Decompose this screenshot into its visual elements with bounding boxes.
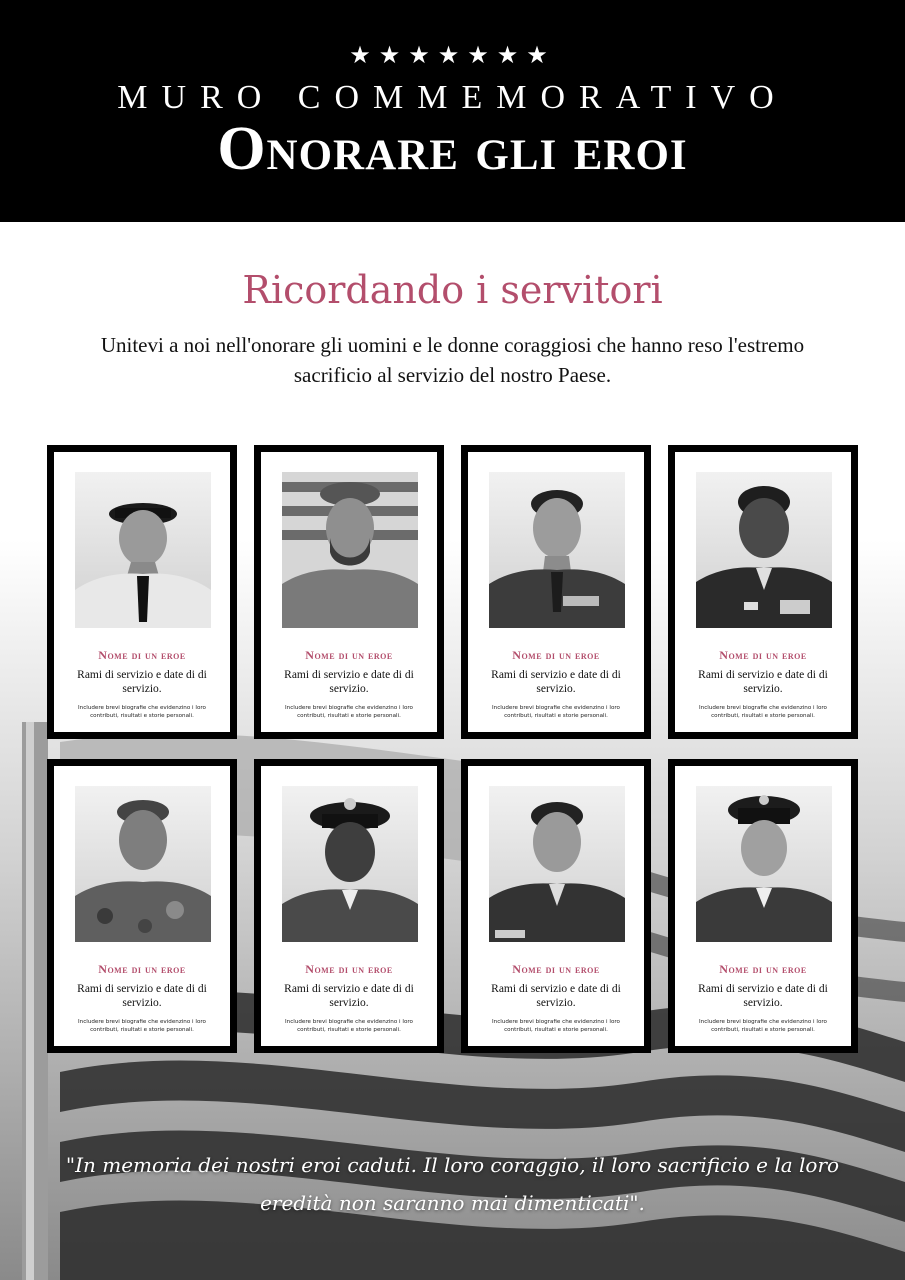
soldier-portrait-icon [282, 472, 418, 628]
hero-card [668, 445, 858, 739]
soldier-portrait-icon [282, 786, 418, 942]
soldier-portrait-icon [75, 786, 211, 942]
hero-card [668, 759, 858, 1053]
hero-bio: Includere brevi biografie che evidenzino i loro contributi, risultati e storie personali. [699, 1019, 827, 1033]
hero-bio: Includere brevi biografie che evidenzino i loro contributi, risultati e storie personali. [78, 705, 206, 719]
hero-bio: Includere brevi biografie che evidenzino i loro contributi, risultati e storie personali. [285, 705, 413, 719]
hero-card [47, 445, 237, 739]
hero-name: Nome di un eroe [305, 648, 393, 662]
hero-service: Rami di servizio e date di di servizio. [77, 983, 207, 1009]
memorial-quote: "In memoria dei nostri eroi caduti. Il loro coraggio, il loro sacrificio e la loro eredità non saranno mai dimenticati". [65, 1153, 840, 1215]
hero-name: Nome di un eroe [719, 962, 807, 976]
soldier-portrait-icon [696, 786, 832, 942]
hero-card [461, 445, 651, 739]
hero-service: Rami di servizio e date di di servizio. [491, 983, 621, 1009]
header-banner [0, 0, 905, 222]
hero-card [47, 759, 237, 1053]
hero-name: Nome di un eroe [98, 648, 186, 662]
soldier-portrait-icon [489, 786, 625, 942]
hero-service: Rami di servizio e date di di servizio. [698, 983, 828, 1009]
stars-decoration: ★★★★★★★ [349, 41, 556, 69]
hero-name: Nome di un eroe [719, 648, 807, 662]
header-kicker: MURO COMMEMORATIVO [117, 79, 788, 116]
hero-name: Nome di un eroe [305, 962, 393, 976]
intro-text: Unitevi a noi nell'onorare gli uomini e le donne coraggiosi che hanno reso l'estremo sacrificio al servizio del nostro Paese. [100, 333, 805, 387]
hero-card [461, 759, 651, 1053]
hero-service: Rami di servizio e date di di servizio. [284, 669, 414, 695]
hero-service: Rami di servizio e date di di servizio. [77, 669, 207, 695]
hero-bio: Includere brevi biografie che evidenzino i loro contributi, risultati e storie personali. [78, 1019, 206, 1033]
hero-name: Nome di un eroe [512, 962, 600, 976]
hero-service: Rami di servizio e date di di servizio. [698, 669, 828, 695]
hero-bio: Includere brevi biografie che evidenzino i loro contributi, risultati e storie personali. [699, 705, 827, 719]
hero-card [254, 445, 444, 739]
hero-name: Nome di un eroe [512, 648, 600, 662]
hero-service: Rami di servizio e date di di servizio. [491, 669, 621, 695]
hero-bio: Includere brevi biografie che evidenzino i loro contributi, risultati e storie personali. [492, 1019, 620, 1033]
soldier-portrait-icon [489, 472, 625, 628]
hero-bio: Includere brevi biografie che evidenzino i loro contributi, risultati e storie personali. [285, 1019, 413, 1033]
hero-service: Rami di servizio e date di di servizio. [284, 983, 414, 1009]
hero-bio: Includere brevi biografie che evidenzino i loro contributi, risultati e storie personali. [492, 705, 620, 719]
soldier-portrait-icon [75, 472, 211, 628]
hero-name: Nome di un eroe [98, 962, 186, 976]
soldier-portrait-icon [696, 472, 832, 628]
hero-card [254, 759, 444, 1053]
page-title: Onorare gli eroi [217, 115, 688, 183]
section-title: Ricordando i servitori [242, 268, 663, 312]
